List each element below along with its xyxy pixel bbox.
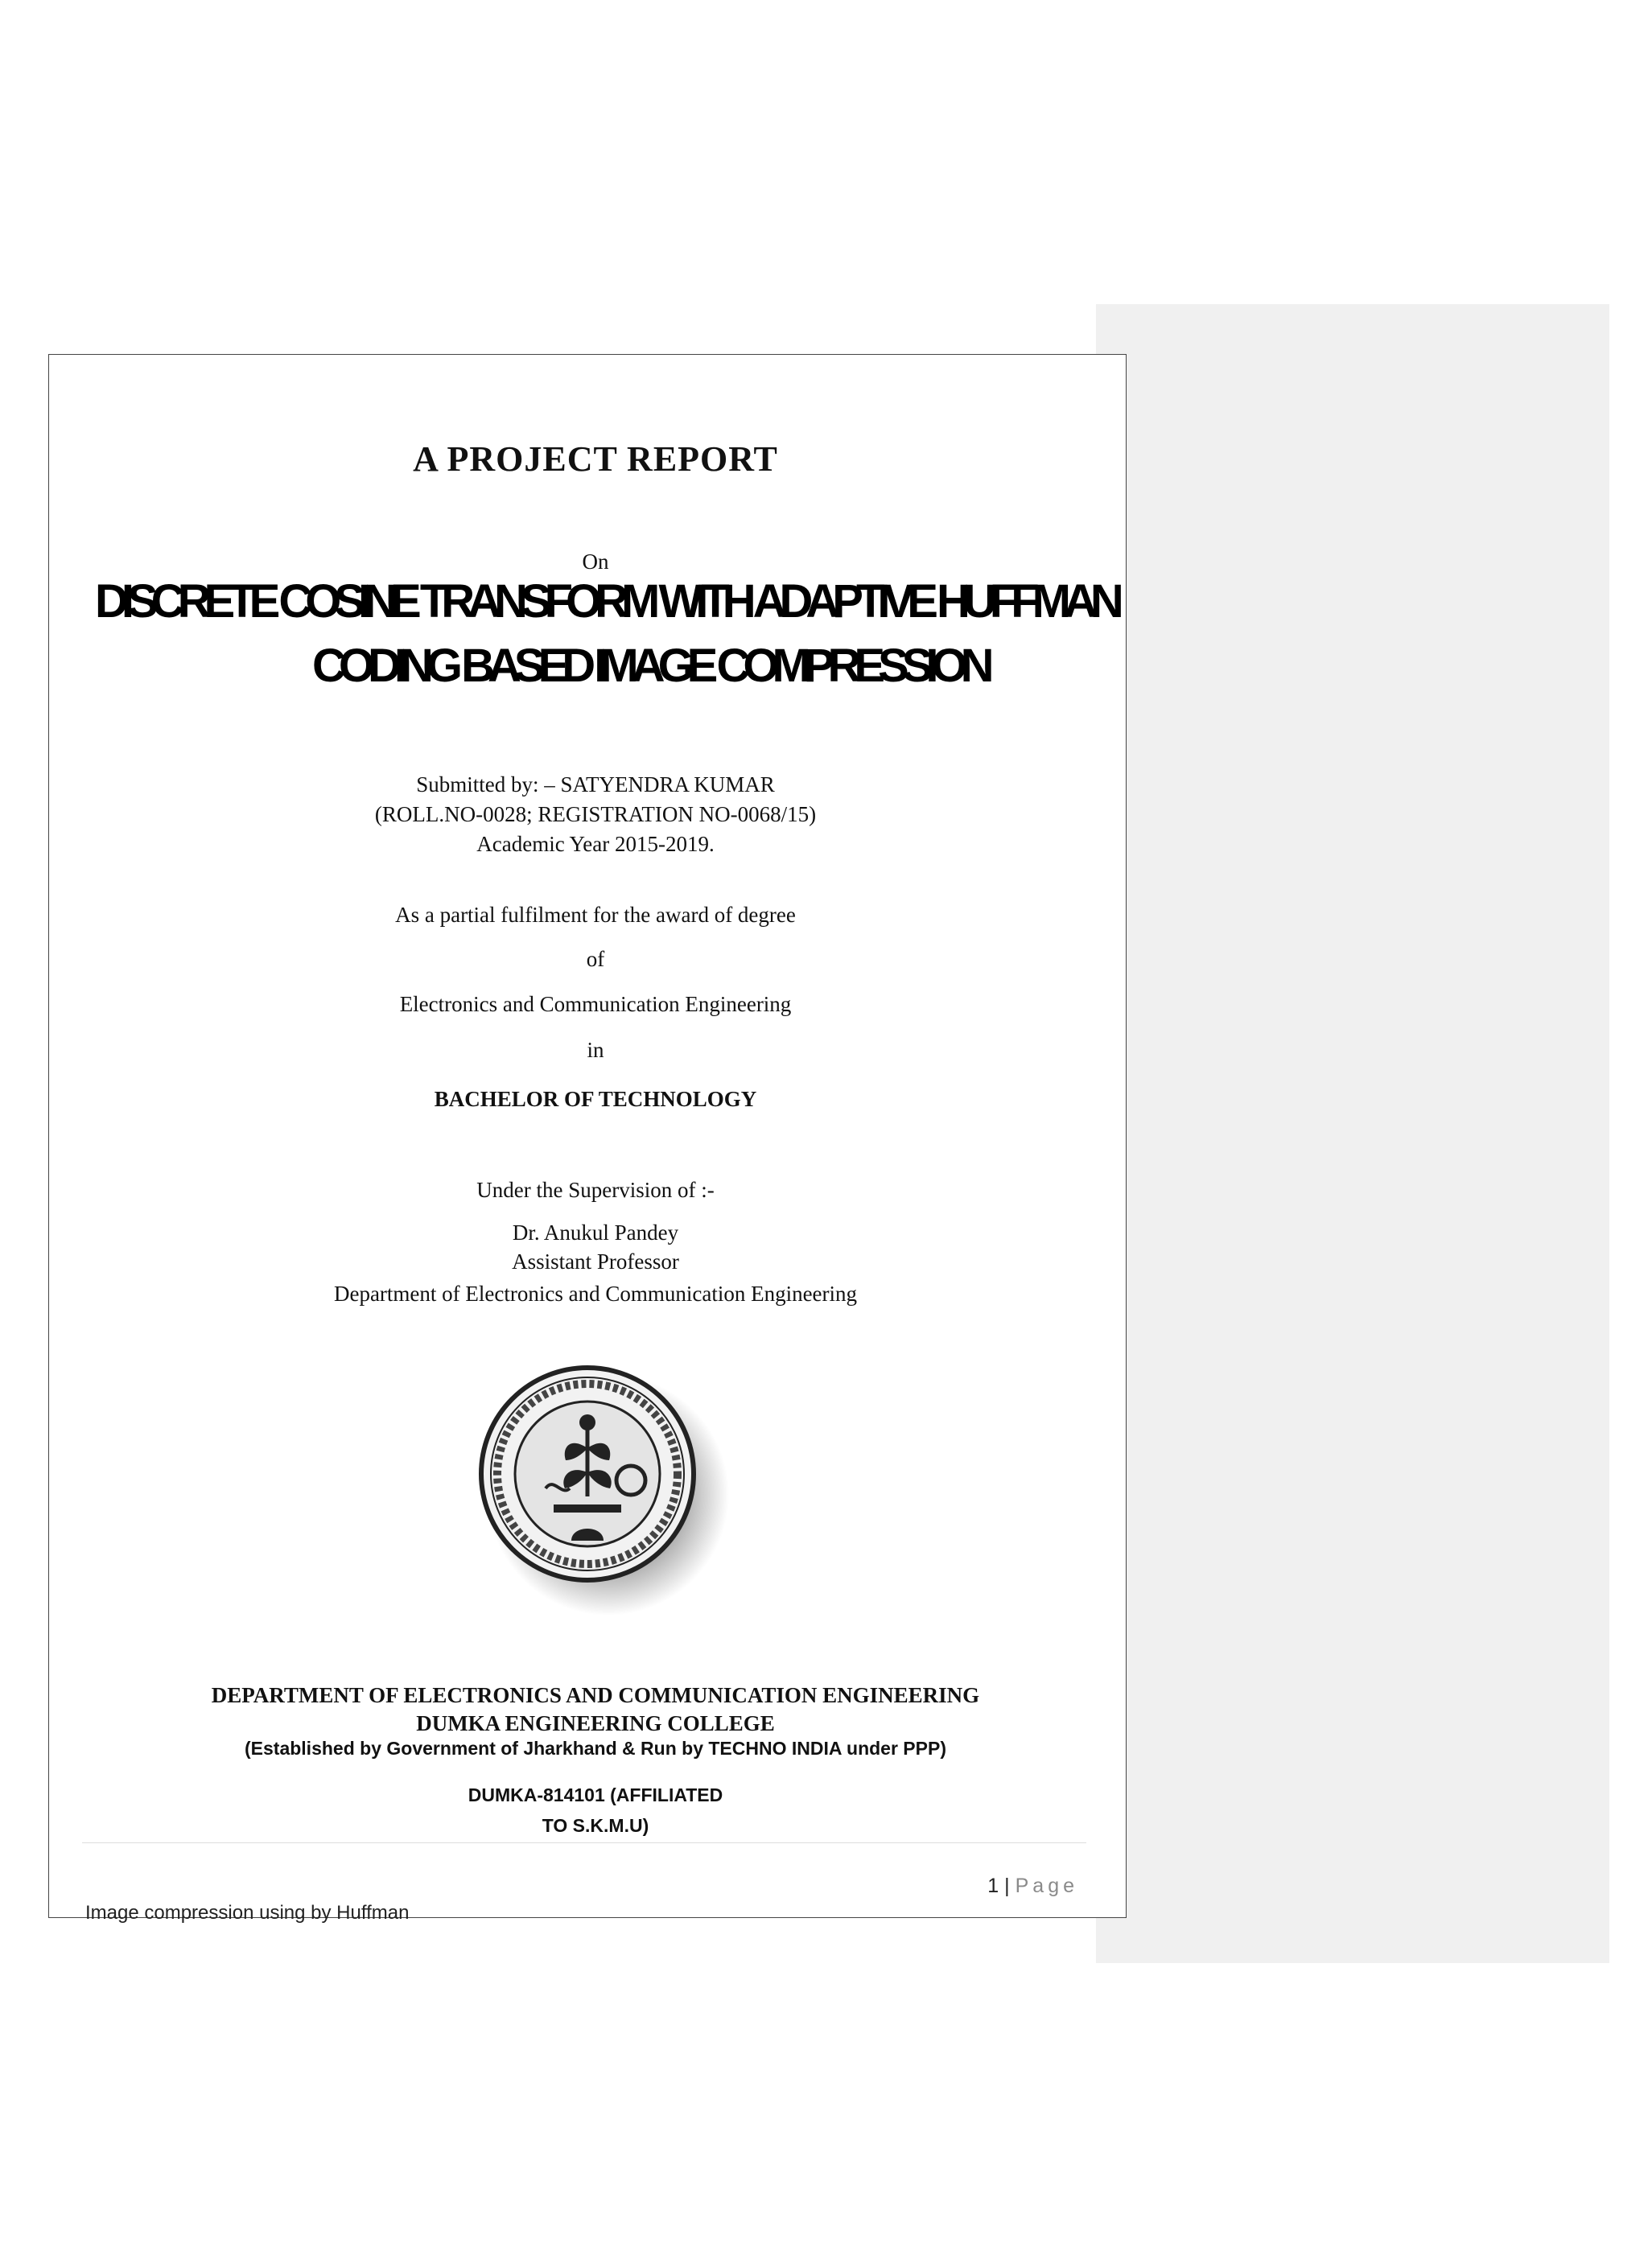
page-separator: |: [1004, 1875, 1010, 1897]
submitted-by: Submitted by: – SATYENDRA KUMAR: [416, 772, 775, 796]
supervision-heading: Under the Supervision of :-: [476, 1178, 715, 1202]
footer-divider: [82, 1842, 1086, 1843]
page-label: Page: [1015, 1875, 1078, 1897]
purpose-line-3: Electronics and Communication Engineering: [399, 992, 792, 1016]
purpose-line-1: As a partial fulfilment for the award of degree: [395, 903, 796, 927]
footer-established: (Established by Government of Jharkhand & Run by TECHNO INDIA under PPP): [245, 1738, 946, 1759]
footer-affiliation-line-2: TO S.K.M.U): [542, 1815, 649, 1836]
footer-department: DEPARTMENT OF ELECTRONICS AND COMMUNICATION ENGINEERING: [211, 1683, 980, 1707]
purpose-line-2: of: [586, 947, 605, 971]
supervisor-designation: Assistant Professor: [512, 1249, 679, 1274]
degree-name: BACHELOR OF TECHNOLOGY: [434, 1087, 757, 1111]
footer-affiliation-line-1: DUMKA-814101 (AFFILIATED: [468, 1784, 723, 1805]
on-label: On: [582, 550, 609, 574]
supervisor-name: Dr. Anukul Pandey: [512, 1220, 679, 1245]
purpose-line-4: in: [587, 1038, 604, 1062]
topic-line-1: DISCRETE COSINE TRANSFORM WITH ADAPTIVE HUFFMAN: [95, 575, 1117, 628]
supervisor-department: Department of Electronics and Communication Engineering: [333, 1282, 858, 1306]
report-title: A PROJECT REPORT: [413, 439, 778, 479]
page-number-value: 1: [987, 1875, 999, 1897]
roll-registration: (ROLL.NO-0028; REGISTRATION NO-0068/15): [374, 802, 817, 826]
college-seal-icon: [473, 1360, 731, 1621]
page-footer-text: Image compression using by Huffman: [85, 1902, 410, 1924]
topic-line-2: CODING BASED IMAGE COMPRESSION: [312, 640, 987, 692]
academic-year: Academic Year 2015-2019.: [476, 832, 715, 856]
page-number: [966, 1875, 1078, 1898]
footer-college: DUMKA ENGINEERING COLLEGE: [416, 1711, 775, 1735]
